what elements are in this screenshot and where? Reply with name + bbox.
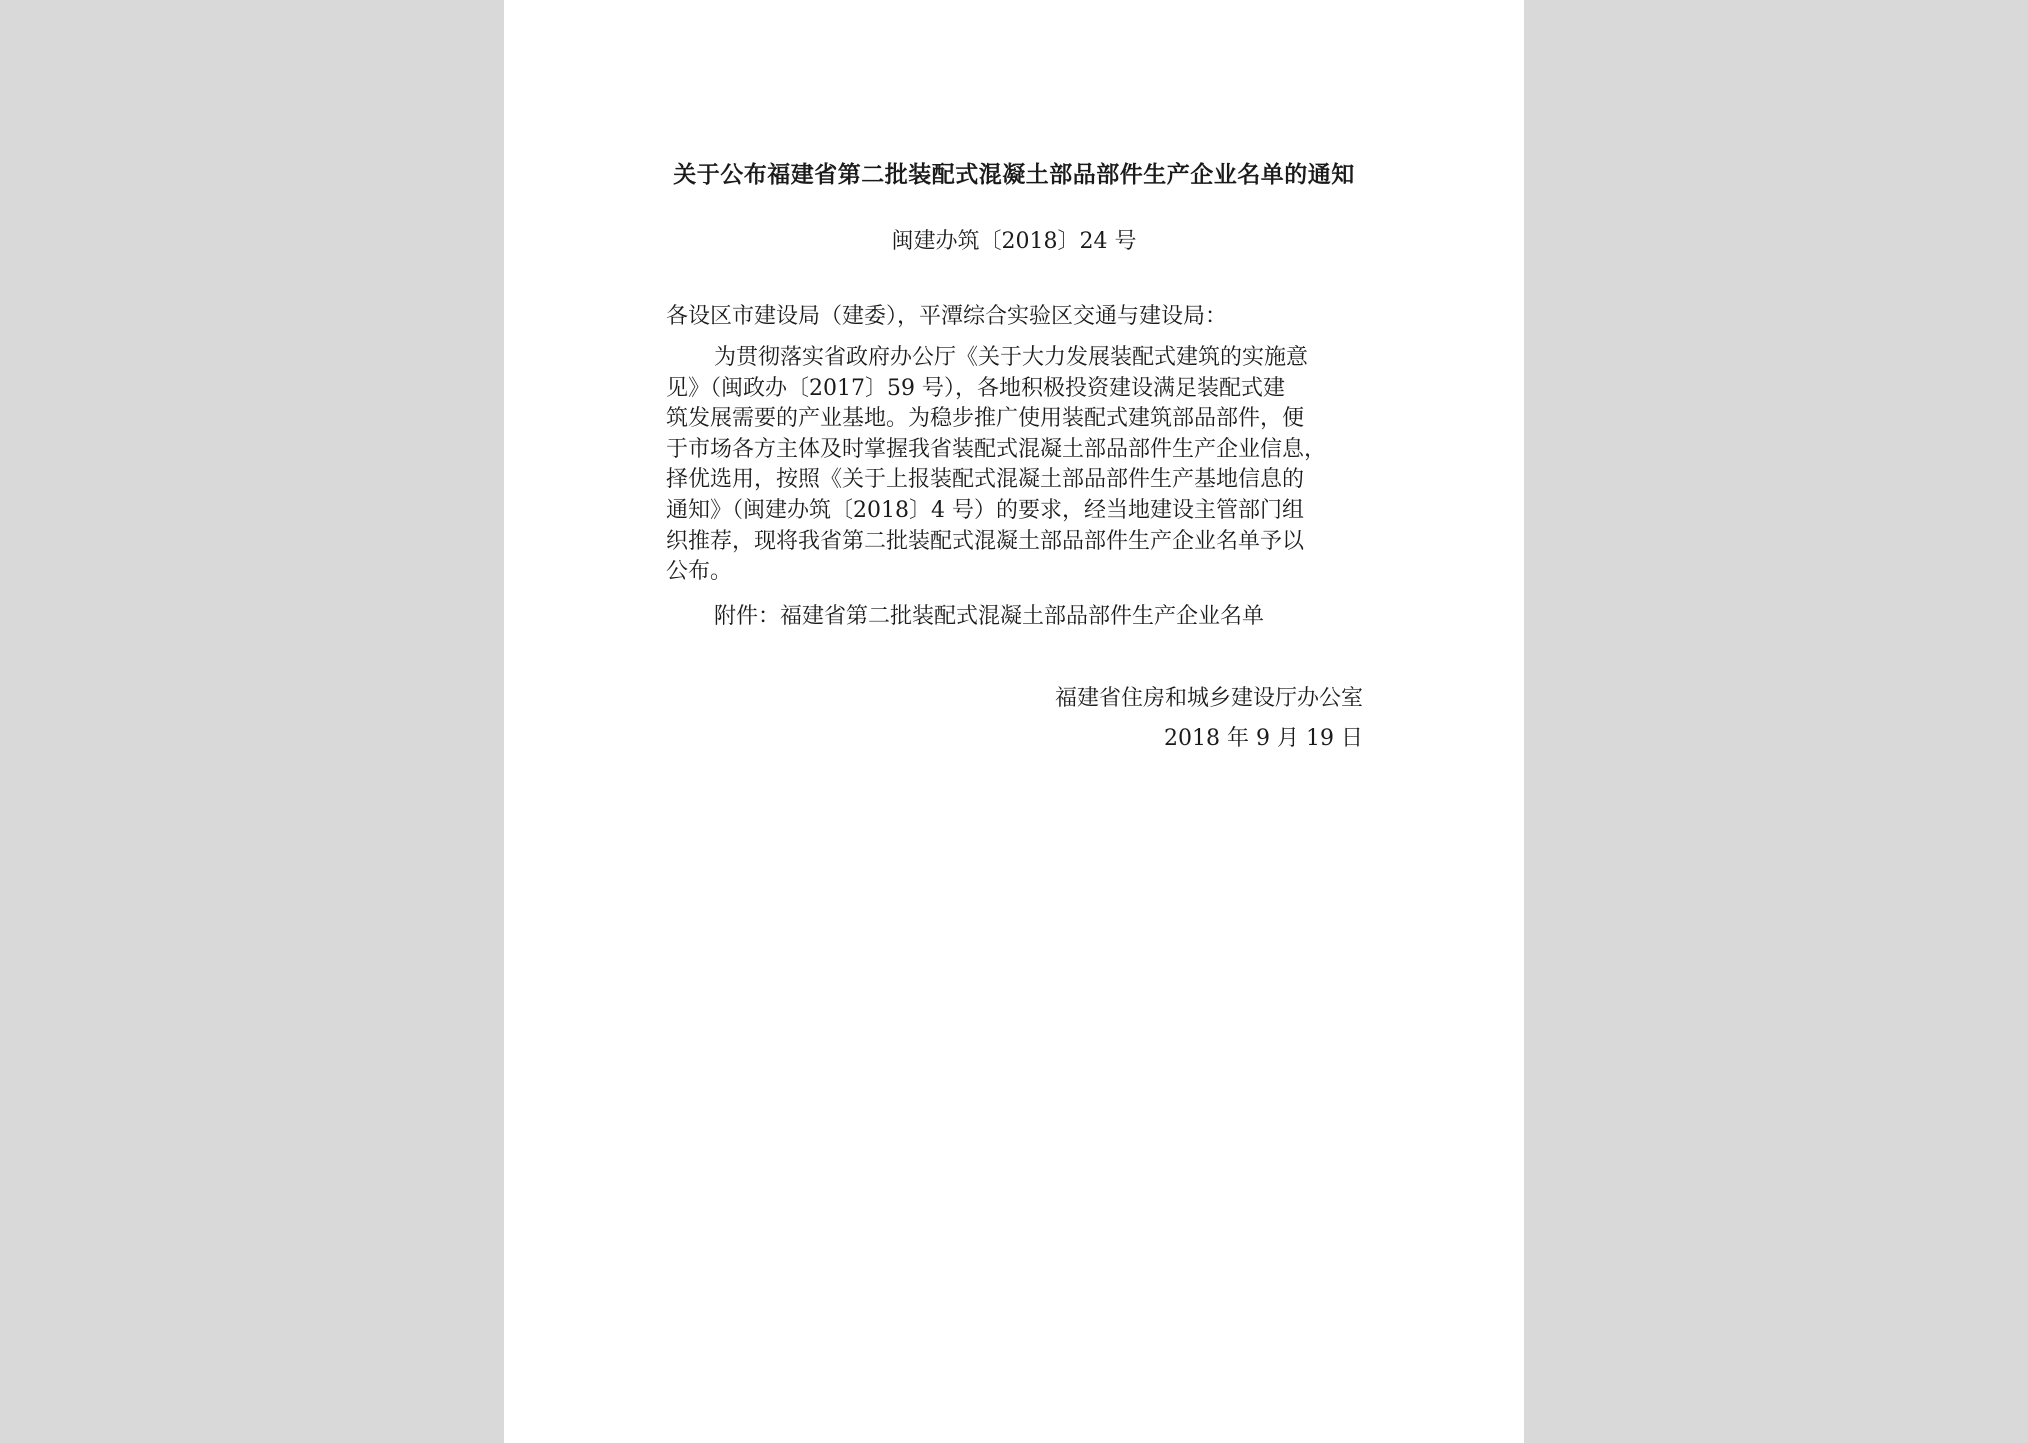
body-line: 通知》（闽建办筑〔2018〕4 号）的要求，经当地建设主管部门组: [666, 497, 1304, 523]
document-number: 闽建办筑〔2018〕24 号: [891, 229, 1137, 254]
document-title: 关于公布福建省第二批装配式混凝土部品部件生产企业名单的通知: [673, 161, 1355, 188]
body-line: 为贯彻落实省政府办公厅《关于大力发展装配式建筑的实施意: [714, 345, 1309, 370]
body-line: 见》（闽政办〔2017〕59 号），各地积极投资建设满足装配式建: [666, 375, 1285, 401]
body-line: 公布。: [666, 559, 733, 585]
body-line: 织推荐，现将我省第二批装配式混凝土部品部件生产企业名单予以: [666, 528, 1305, 554]
document-page: [504, 0, 1524, 1443]
issuer-name: 福建省住房和城乡建设厅办公室: [1054, 686, 1363, 711]
attachment-line: 附件：福建省第二批装配式混凝土部品部件生产企业名单: [714, 604, 1265, 629]
body-line: 择优选用，按照《关于上报装配式混凝土部品部件生产基地信息的: [666, 467, 1305, 493]
salutation: 各设区市建设局（建委），平潭综合实验区交通与建设局：: [666, 304, 1228, 329]
body-line: 筑发展需要的产业基地。为稳步推广使用装配式建筑部品部件，便: [666, 406, 1305, 432]
body-line: 于市场各方主体及时掌握我省装配式混凝土部品部件生产企业信息，: [666, 436, 1327, 462]
body-paragraph: [666, 343, 1386, 588]
issue-date: 2018 年 9 月 19 日: [1164, 726, 1363, 751]
